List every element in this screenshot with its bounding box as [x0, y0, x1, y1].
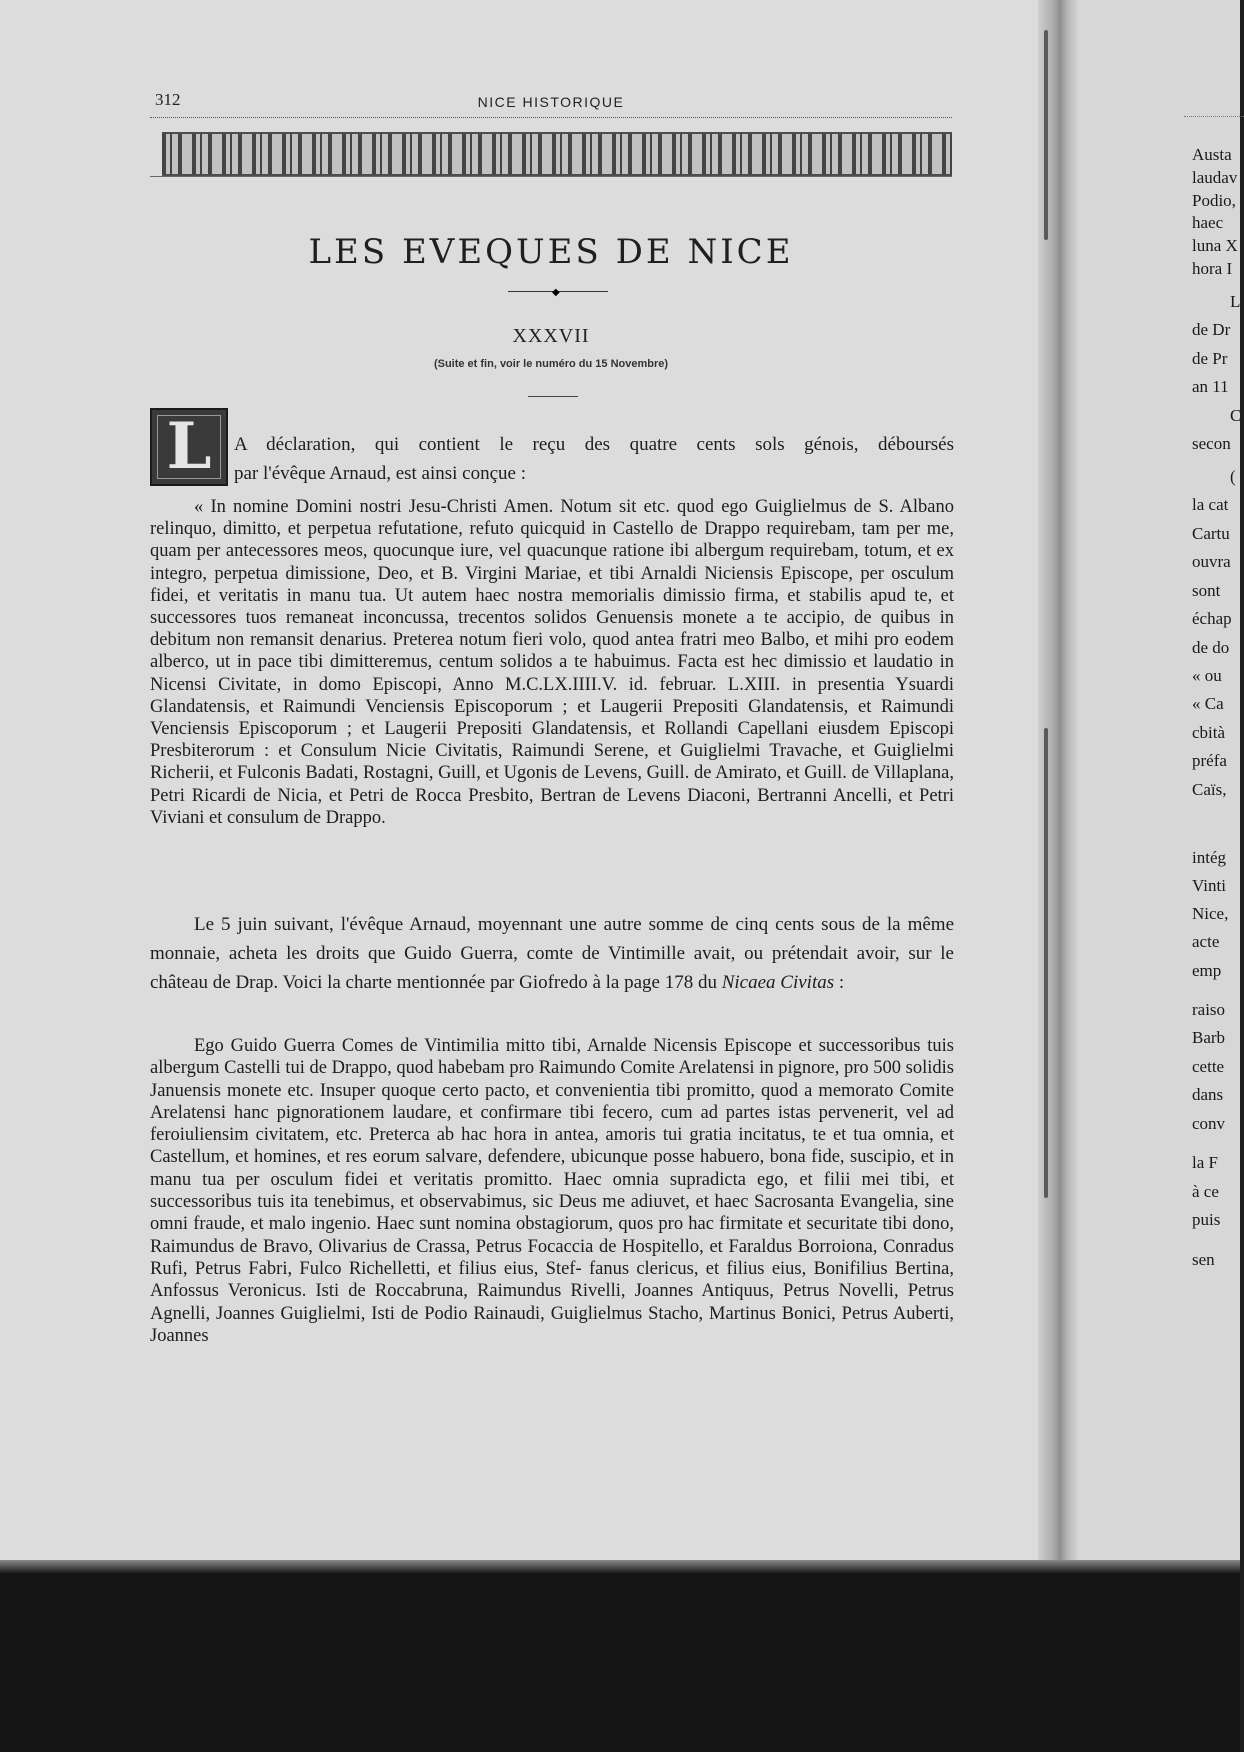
facing-page-fragment: de do [1192, 638, 1230, 657]
facing-page-fragment: échap [1192, 609, 1232, 628]
facing-page-fragment: puis [1192, 1210, 1221, 1229]
facing-page-fragment: la F [1192, 1153, 1218, 1172]
ornament-rule [150, 176, 952, 177]
facing-page-fragment: luna X [1192, 236, 1238, 255]
facing-page-fragment: la cat [1192, 495, 1229, 514]
facing-page-fragment: « ou [1192, 666, 1222, 685]
intro-line-1: A déclaration, qui contient le reçu des quatre cents sols génois, déboursés [234, 434, 954, 455]
gutter-shadow-lower [1044, 728, 1048, 1198]
ornament-band [162, 132, 952, 176]
facing-page-fragment: C [1230, 406, 1242, 425]
facing-page-fragment: an 11 [1192, 377, 1229, 396]
title-rule-ornament-icon: ◆ [552, 287, 560, 298]
french-paragraph-2-text-b: : [834, 972, 845, 993]
facing-page-fragment: laudav [1192, 168, 1238, 187]
facing-page-fragment: Barb [1192, 1028, 1226, 1047]
latin-charter-2: Ego Guido Guerra Comes de Vintimilia mitto tibi, Arnalde Nicensis Episcope et successoribus tuis albergum Castelli tui de Drappo, quod habebam pro Raimundo Comite Arelatensi in pignore, pro 500 solidis Januensis monete etc. Insuper quoque certo pacto, et convenientia tibi promitto, quod a memorato Comite Arelatensi hanc pignorationem laudare, et confirmare tibi fecero, cum ad partes istas pervenerit, vel ad feroiuliensim civitatem, etc. Preterca ab hac hora in antea, amoris tui gratia incitatus, te et tua omnia, et Castellum, et homines, et res eorum salvare, defendere, ubicunque posse habuero, bona fide, suscipio, et in manu tua per osculum fidei et veritatis promitto. Haec omnia supradicta ego, et filii mei tibi, et successoribus tuis ita tenebimus, et observabimus, sic Deus me adiuvet, et haec Sacrosanta Evangelia, sine omni fraude, et malo ingenio. Haec sunt nomina obstagiorum, quos pro hac firmitate et securitate tibi dono, Raimundus de Bravo, Olivarius de Crassa, Petrus Focaccia de Hospitello, et Faraldus Borroiona, Conradus Rufi, Petrus Fabri, Fulco Richelletti, et filius eius, Stef- fanus clericus, et filius eius, Bonifilius Bertina, Anfossus Veronicus. Isti de Roccabruna, Raimundus Rivelli, Joannes Antiquus, Petrus Novelli, Petrus Agnelli, Joannes Guiglielmi, Isti de Podio Rainaudi, Guiglielmus Stacho, Martinus Bonici, Petrus Auberti, Joannes [150, 1036, 954, 1346]
work-reference: Nicaea Civitas [721, 972, 835, 993]
facing-page-fragment: sen [1192, 1250, 1215, 1269]
facing-page-fragment: raiso [1192, 1000, 1226, 1019]
facing-page-fragment: de Pr [1192, 349, 1228, 368]
facing-page-fragment: préfa [1192, 751, 1227, 770]
french-paragraph-2-text-a: Le 5 juin suivant, l'évêque Arnaud, moyennant une autre somme de cinq cents sous de la même monnaie, acheta les droits que Guido Guerra, comte de Vintimille avait, ou prétendait avoir, sur le château de Drap. Voici la charte mentionnée par Giofredo à la page 178 du [150, 914, 954, 993]
dropcap: L [150, 408, 228, 486]
facing-page-fragment: hora I [1192, 259, 1233, 278]
facing-page-fragment: Caïs, [1192, 780, 1227, 799]
scanner-edge [0, 1560, 1240, 1574]
facing-page-fragment: cette [1192, 1057, 1225, 1076]
title-rule [508, 287, 608, 298]
page-number: 312 [155, 90, 181, 109]
facing-page-fragment: cbità [1192, 723, 1226, 742]
facing-page-fragment: acte [1192, 932, 1220, 951]
facing-page-fragment: ouvra [1192, 552, 1231, 571]
facing-page-fragment: de Dr [1192, 320, 1231, 339]
facing-page-fragment: Nice, [1192, 904, 1229, 923]
facing-page-rule [1184, 116, 1244, 117]
facing-page-fragment: secon [1192, 434, 1231, 453]
facing-page-fragment: emp [1192, 961, 1222, 980]
facing-page-fragment: Vinti [1192, 876, 1226, 895]
facing-page-fragment: dans [1192, 1085, 1224, 1104]
facing-page-fragment: Austa [1192, 145, 1232, 164]
intro-line-2: par l'évêque Arnaud, est ainsi conçue : [234, 463, 527, 484]
french-paragraph-2 [150, 910, 954, 997]
facing-page-fragment: haec [1192, 213, 1224, 232]
latin-charter-1: « In nomine Domini nostri Jesu-Christi Amen. Notum sit etc. quod ego Guiglielmus de S. Albano relinquo, dimitto, et perpetua refutatione, refuto quicquid in Castello de Drappo requirebam, tam per me, quam per antecessores meos, quocunque iure, vel quacunque ratione ibi albergum requirebam, totum, et ex integro, perpetua dimissione, Deo, et B. Virgini Mariae, et tibi Arnaldi Niciensis Episcope, per osculum fidei, et veritatis in manu tua. Ut autem haec nostra memorialis dimissio firma, et stabilis apud te, et successores tuos remaneat inconcussa, trecentos solidos Genuensis monete a te accipio, de quibus in debitum non remansit denarius. Preterea notum fieri volo, quod antea fratri meo Balbo, et mihi pro eodem alberco, ut in pace tibi dimitteremus, centum solidos a te habuimus. Facta est hec dimissio et laudatio in Nicensi Civitate, in domo Episcopi, Anno M.C.LX.IIII.V. id. februar. L.XIII. in presentia Ysuardi Glandatensis, et Raimundi Venciensis Episcoporum ; et Laugerii Prepositi Glandatensis, et Raimundi Venciensis Episcoporum ; et Laugerii Prepositi Glandatensis, et Rollandi Capellani eiusdem Episcopi Presbiterorum : et Consulum Nicie Civitatis, Raimundi Serene, et Guiglielmi Travache, et Guiglielmi Richerii, et Fulconis Badati, Rostagni, Guill, et Ugonis de Levens, Guill. de Amirato, et Guill. de Villaplana, Petri Ricardi de Nicia, et Petri de Rocca Presbito, Bertran de Levens Diaconi, Bertranni Ancelli, et Petri Viviani et consulum de Drappo. [150, 497, 954, 828]
intro-paragraph [234, 430, 954, 488]
scanner-bed [0, 1560, 1240, 1752]
facing-page-fragment: « Ca [1192, 694, 1224, 713]
facing-page-fragment: intég [1192, 848, 1226, 867]
facing-page-fragment: ( [1230, 467, 1236, 486]
facing-page-fragment: sont [1192, 581, 1221, 600]
facing-page-fragment: conv [1192, 1114, 1226, 1133]
gutter-shadow-upper [1044, 30, 1048, 240]
header-rule [150, 117, 952, 118]
part-numeral: XXXVII [512, 325, 590, 347]
section-rule [528, 396, 578, 397]
facing-page-fragment: Podio, [1192, 191, 1236, 210]
facing-page [1078, 0, 1240, 1560]
facing-page-fragment: L [1230, 292, 1241, 311]
facing-page-fragment: à ce [1192, 1182, 1219, 1201]
facing-page-fragment: Cartu [1192, 524, 1230, 543]
running-head: NICE HISTORIQUE [477, 94, 625, 110]
article-title: LES EVEQUES DE NICE [308, 232, 794, 272]
continuation-note: (Suite et fin, voir le numéro du 15 Novembre) [433, 358, 669, 370]
